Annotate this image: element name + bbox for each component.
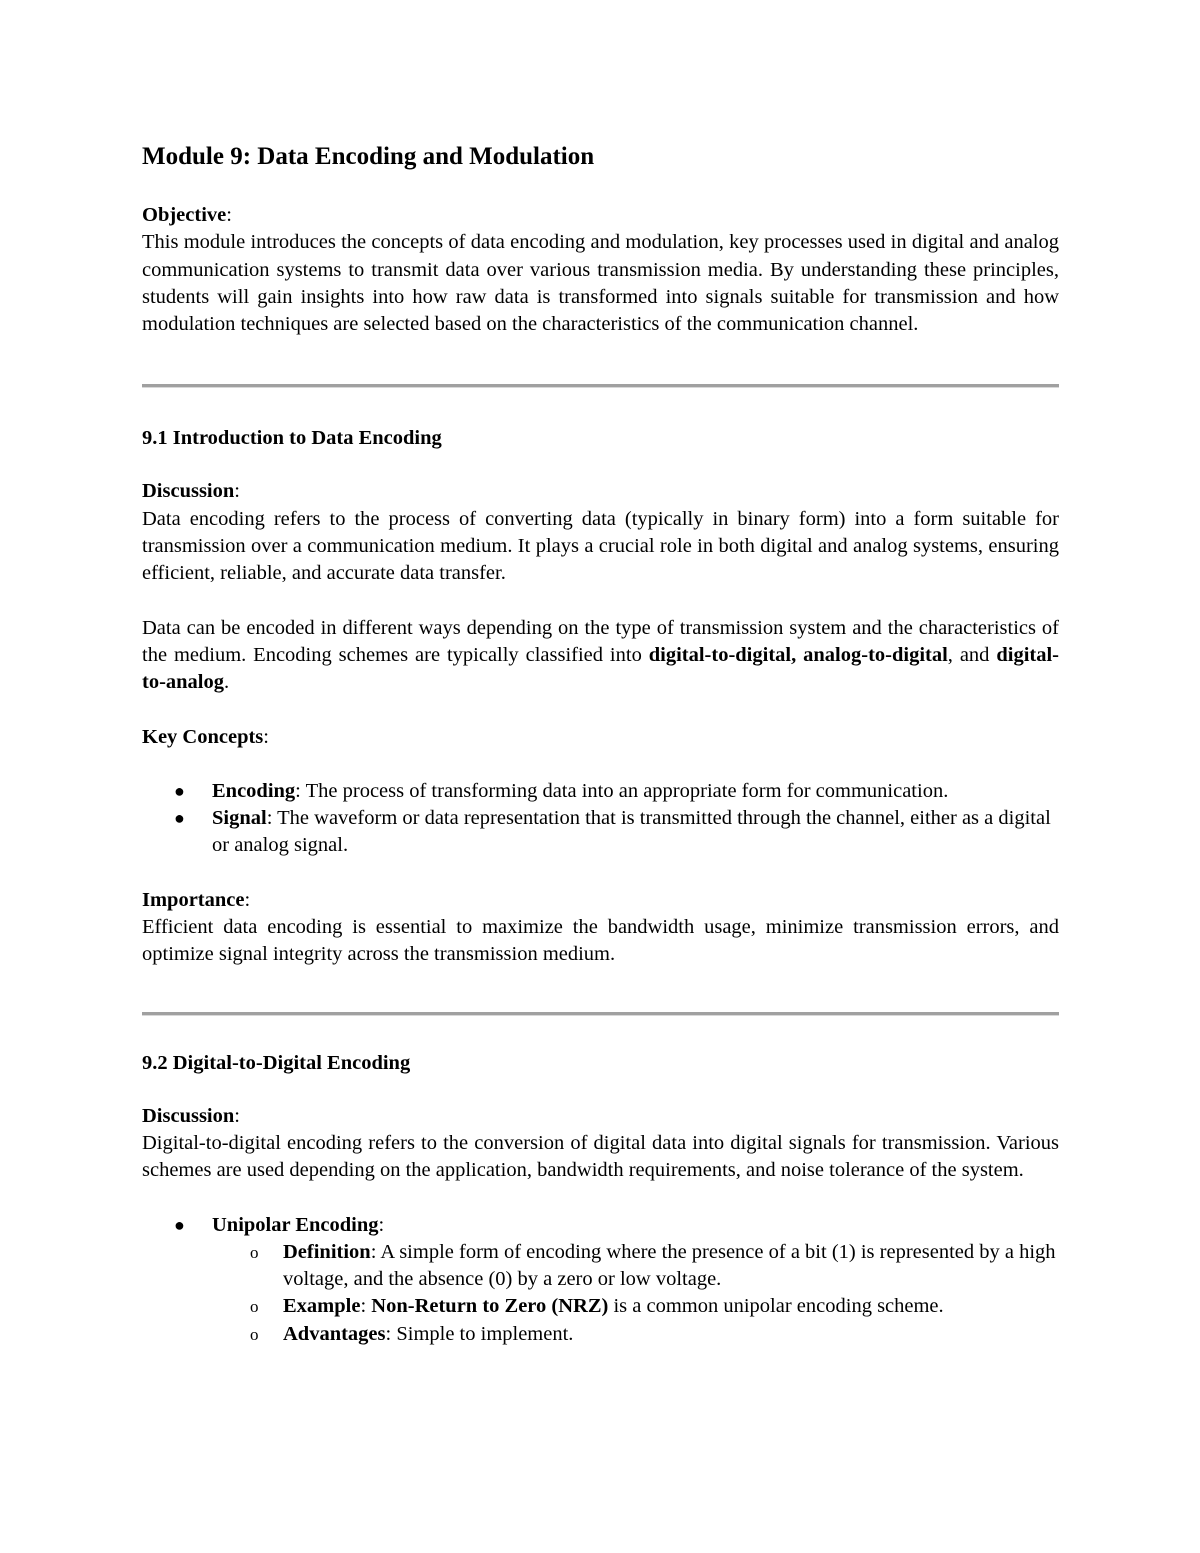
section-9-1-heading: 9.1 Introduction to Data Encoding: [142, 427, 442, 450]
discussion-paragraph: Data encoding refers to the process of converting data (typically in binary form) into a form suitable for transmission over a communication medium. It plays a crucial role in both digital and analog systems, ensuring efficient, reliable, and accurate data transfer.: [142, 507, 1059, 585]
bullet-icon: ●: [174, 808, 185, 829]
bullet-icon: ●: [174, 1214, 185, 1235]
importance-text: Efficient data encoding is essential to maximize the bandwidth usage, minimize transmission errors, and optimize signal integrity across the transmission medium.: [142, 916, 1059, 966]
discussion-label: Discussion:: [142, 480, 240, 503]
list-item: o Advantages: Simple to implement.: [212, 1321, 1059, 1348]
circle-bullet-icon: o: [250, 1297, 259, 1317]
list-item: ● Encoding: The process of transforming data into an appropriate form for communication.: [142, 778, 1059, 805]
key-concepts-label: Key Concepts:: [142, 725, 269, 748]
importance-label: Importance:: [142, 888, 251, 911]
scheme-digital-to-analog: digital-to-analog: [142, 643, 1060, 694]
scheme-digital-to-digital: digital-to-digital,: [648, 643, 797, 666]
list-item: o Definition: A simple form of encoding where the presence of a bit (1) is represented by a high voltage, and the absence (0) by a zero or low voltage.: [250, 1240, 1056, 1291]
section-9-2-heading: 9.2 Digital-to-Digital Encoding: [142, 1051, 411, 1074]
discussion-paragraph: Digital-to-digital encoding refers to the conversion of digital data into digital signals for transmission. Various schemes are used depending on the application, bandwidth requirements, and noise tolerance of the system.: [142, 1131, 1059, 1182]
key-concepts-list: [142, 778, 1059, 860]
objective-label: Objective:: [142, 204, 232, 226]
encoding-types-list: [142, 1212, 1059, 1348]
list-item: ● Unipolar Encoding: o Definition: A simple form of encoding where the presence of a bit (1) is represented by a high voltage, and the absence (0) by a zero or low voltage. o Example: Non-Return to Zero (NRZ) is a common unipolar encoding scheme. o Advantages: Simple to implement.: [142, 1212, 1059, 1348]
circle-bullet-icon: o: [250, 1324, 259, 1344]
document-page: [142, 140, 1059, 1348]
discussion-label: Discussion:: [142, 1104, 240, 1127]
list-item: o Example: Non-Return to Zero (NRZ) is a common unipolar encoding scheme.: [212, 1293, 1059, 1320]
scheme-analog-to-digital: analog-to-digital: [803, 643, 948, 666]
circle-bullet-icon: o: [250, 1242, 259, 1262]
unipolar-sublist: [212, 1239, 1059, 1348]
page-title: Module 9: Data Encoding and Modulation: [142, 143, 595, 170]
encoding-schemes-paragraph: Data can be encoded in different ways depending on the type of transmission system and the characteristics of the medium. Encoding schemes are typically classified into digital-to-digital, analog-to-digital, and digital-to-analog.: [142, 616, 1060, 694]
objective-text: This module introduces the concepts of data encoding and modulation, key processes used in digital and analog communication systems to transmit data over various transmission media. By understanding these principles, students will gain insights into how raw data is transformed into signals suitable for transmission and how modulation techniques are selected based on the characteristics of the communication channel.: [142, 231, 1059, 336]
bullet-icon: ●: [174, 780, 185, 801]
list-item: ● Signal: The waveform or data representation that is transmitted through the channel, either as a digital or analog signal.: [174, 807, 1051, 857]
